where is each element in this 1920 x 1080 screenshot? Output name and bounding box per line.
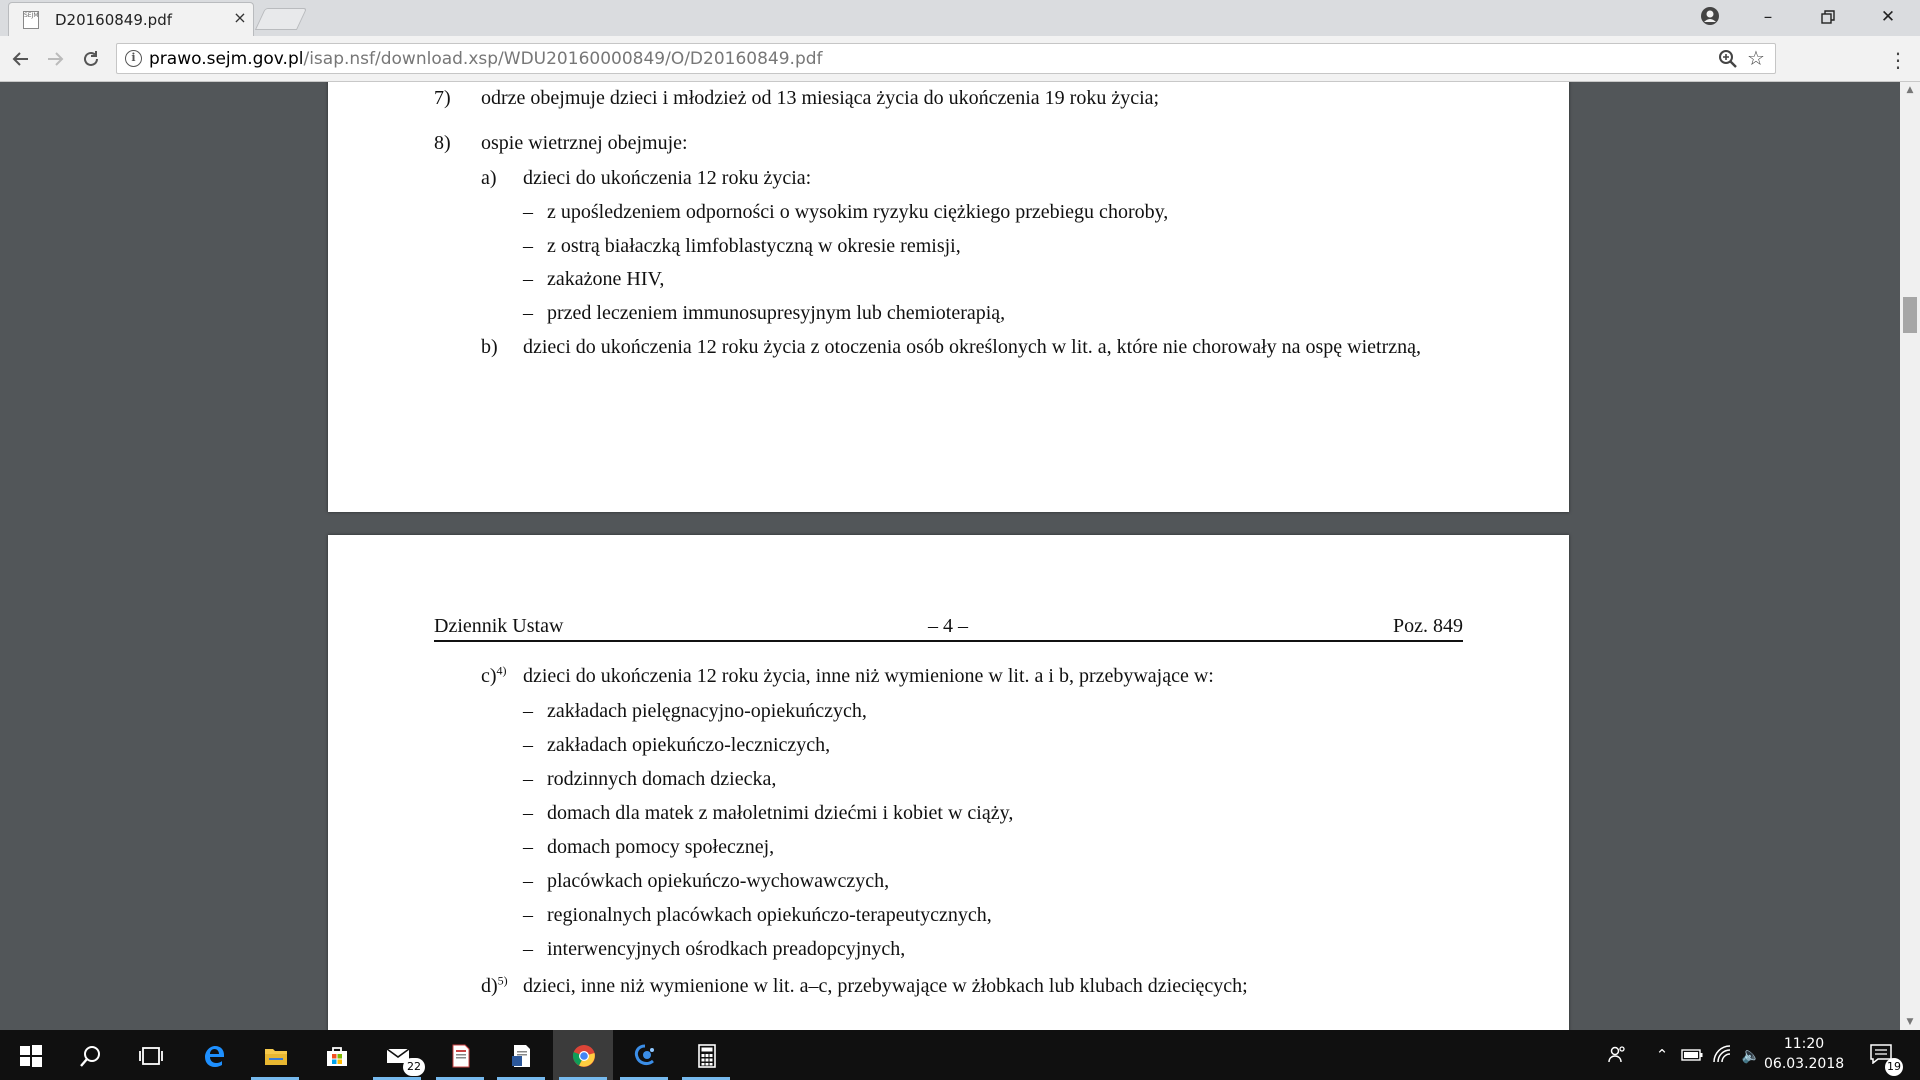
item-number: 7) (434, 87, 451, 109)
taskbar-edge[interactable] (183, 1030, 243, 1080)
sub-item-label: b) (481, 336, 498, 358)
sub-item-text: dzieci, inne niż wymienione w lit. a–c, przebywające w żłobkach lub klubach dziecięcych; (523, 975, 1248, 997)
browser-tab-strip (0, 0, 1920, 36)
dash-bullet: – (523, 836, 533, 858)
pdf-viewer[interactable] (0, 82, 1920, 1030)
dash-bullet: – (523, 802, 533, 824)
people-icon[interactable] (1606, 1044, 1628, 1066)
url-host: prawo.sejm.gov.pl (149, 49, 304, 69)
sub-item-text: dzieci do ukończenia 12 roku życia z otoczenia osób określonych w lit. a, które nie chorowały na ospę wietrzną, (523, 336, 1422, 358)
calculator-icon (695, 1044, 719, 1068)
address-bar[interactable] (116, 43, 1776, 74)
dash-bullet: – (523, 734, 533, 756)
restore-icon (1821, 10, 1835, 24)
show-hidden-icons-chevron-icon[interactable]: ⌃ (1655, 1046, 1669, 1064)
battery-glyph-icon (1681, 1048, 1703, 1062)
start-button[interactable] (0, 1030, 60, 1080)
edge-icon (202, 1044, 226, 1068)
wifi-glyph-icon (1712, 1044, 1732, 1064)
dash-item-text: przed leczeniem immunosupresyjnym lub chemioterapią, (547, 302, 1006, 324)
dash-item-text: z upośledzeniem odporności o wysokim ryzyku ciężkiego przebiegu choroby, (547, 201, 1169, 223)
dash-bullet: – (523, 870, 533, 892)
close-window-button[interactable]: ✕ (1880, 7, 1896, 27)
dash-bullet: – (523, 938, 533, 960)
search-icon (79, 1044, 103, 1068)
dash-bullet: – (523, 235, 533, 257)
dash-item-text: zakładach opiekuńczo-leczniczych, (547, 734, 831, 756)
dash-bullet: – (523, 201, 533, 223)
minimize-button[interactable]: – (1763, 7, 1773, 27)
notification-count-badge: 19 (1885, 1058, 1903, 1076)
battery-icon[interactable] (1681, 1044, 1703, 1066)
forward-arrow-icon (45, 49, 65, 69)
dash-item-text: z ostrą białaczką limfoblastyczną w okresie remisji, (547, 235, 961, 257)
forward-button[interactable] (42, 46, 68, 72)
zoom-icon[interactable] (1717, 48, 1739, 70)
folder-icon (264, 1044, 288, 1068)
dash-bullet: – (523, 700, 533, 722)
page-header-position: Poz. 849 (1393, 615, 1463, 637)
taskbar-calculator[interactable] (676, 1030, 736, 1080)
back-button[interactable] (8, 46, 34, 72)
windows-taskbar (0, 1030, 1920, 1080)
dash-bullet: – (523, 302, 533, 324)
volume-icon[interactable]: 🔈 (1741, 1046, 1761, 1064)
pdf-page-3 (328, 82, 1569, 512)
app-swirl-icon (633, 1044, 657, 1068)
store-icon (325, 1044, 349, 1068)
sub-item-letter: d) (481, 975, 498, 997)
reload-icon (81, 49, 101, 69)
taskbar-app[interactable] (614, 1030, 674, 1080)
reload-button[interactable] (78, 46, 104, 72)
dash-bullet: – (523, 768, 533, 790)
info-icon[interactable]: i (125, 50, 142, 67)
item-text: ospie wietrznej obejmuje: (481, 132, 688, 154)
taskbar-store[interactable] (306, 1030, 366, 1080)
dash-item-text: placówkach opiekuńczo-wychowawczych, (547, 870, 890, 892)
windows-logo-icon (19, 1044, 43, 1068)
url-path: /isap.nsf/download.xsp/WDU20160000849/O/D20160849.pdf (303, 49, 823, 69)
search-button[interactable] (60, 1030, 120, 1080)
menu-icon[interactable]: ⋮ (1888, 48, 1908, 72)
back-arrow-icon (11, 49, 31, 69)
browser-toolbar (0, 36, 1920, 82)
profile-icon[interactable] (1700, 6, 1720, 26)
sub-item-text: dzieci do ukończenia 12 roku życia: (523, 167, 812, 189)
scroll-down-icon[interactable]: ▼ (1906, 1017, 1914, 1027)
sejm-favicon-icon: SEJM (23, 11, 39, 29)
sub-item-label (481, 975, 508, 998)
sub-item-label (481, 665, 507, 688)
dash-item-text: zakładach pielęgnacyjno-opiekuńczych, (547, 700, 867, 722)
pdf-page-4 (328, 535, 1569, 1030)
restore-button[interactable] (1800, 0, 1856, 34)
dash-bullet: – (523, 268, 533, 290)
dash-item-text: domach dla matek z małoletnimi dziećmi i kobiet w ciąży, (547, 802, 1014, 824)
footnote-ref[interactable]: 4) (496, 663, 507, 678)
dash-item-text: domach pomocy społecznej, (547, 836, 775, 858)
sub-item-letter: c) (481, 665, 497, 687)
bookmark-star-icon[interactable]: ☆ (1747, 46, 1765, 70)
sub-item-label: a) (481, 167, 497, 189)
taskbar-word-document[interactable] (491, 1030, 551, 1080)
document-icon (449, 1044, 473, 1068)
scroll-thumb[interactable] (1903, 297, 1917, 333)
tab-title: D20160849.pdf (55, 11, 172, 29)
vertical-scrollbar[interactable] (1900, 82, 1920, 1030)
people-glyph-icon (1607, 1044, 1627, 1064)
new-tab-button[interactable] (255, 8, 307, 30)
taskbar-chrome[interactable] (553, 1030, 613, 1080)
item-number: 8) (434, 132, 451, 154)
taskbar-file-explorer[interactable] (245, 1030, 305, 1080)
taskbar-pdf-document[interactable] (430, 1030, 490, 1080)
word-document-icon (510, 1044, 534, 1068)
dash-item-text: rodzinnych domach dziecka, (547, 768, 777, 790)
dash-item-text: regionalnych placówkach opiekuńczo-terapeutycznych, (547, 904, 992, 926)
clock-date[interactable]: 06.03.2018 (1764, 1056, 1845, 1072)
footnote-ref[interactable]: 5) (497, 973, 508, 988)
clock-time[interactable]: 11:20 (1783, 1036, 1825, 1052)
chrome-icon (572, 1044, 596, 1068)
dash-item-text: zakażone HIV, (547, 268, 665, 290)
task-view-icon (139, 1044, 163, 1068)
page-header-journal: Dziennik Ustaw (434, 615, 564, 637)
page-number: – 4 – (928, 615, 968, 637)
url-text[interactable] (149, 49, 823, 69)
header-rule (434, 640, 1463, 642)
dash-bullet: – (523, 904, 533, 926)
tab-close-icon[interactable]: × (233, 8, 247, 27)
mail-unread-badge: 22 (403, 1058, 425, 1076)
item-text: odrze obejmuje dzieci i młodzież od 13 miesiąca życia do ukończenia 19 roku życia; (481, 87, 1160, 109)
scroll-up-icon[interactable]: ▲ (1906, 85, 1914, 95)
sub-item-text: dzieci do ukończenia 12 roku życia, inne niż wymienione w lit. a i b, przebywające w: (523, 665, 1214, 687)
task-view-button[interactable] (120, 1030, 180, 1080)
wifi-icon[interactable] (1711, 1044, 1733, 1066)
tab-pdf[interactable] (8, 2, 254, 36)
dash-item-text: interwencyjnych ośrodkach preadopcyjnych, (547, 938, 906, 960)
